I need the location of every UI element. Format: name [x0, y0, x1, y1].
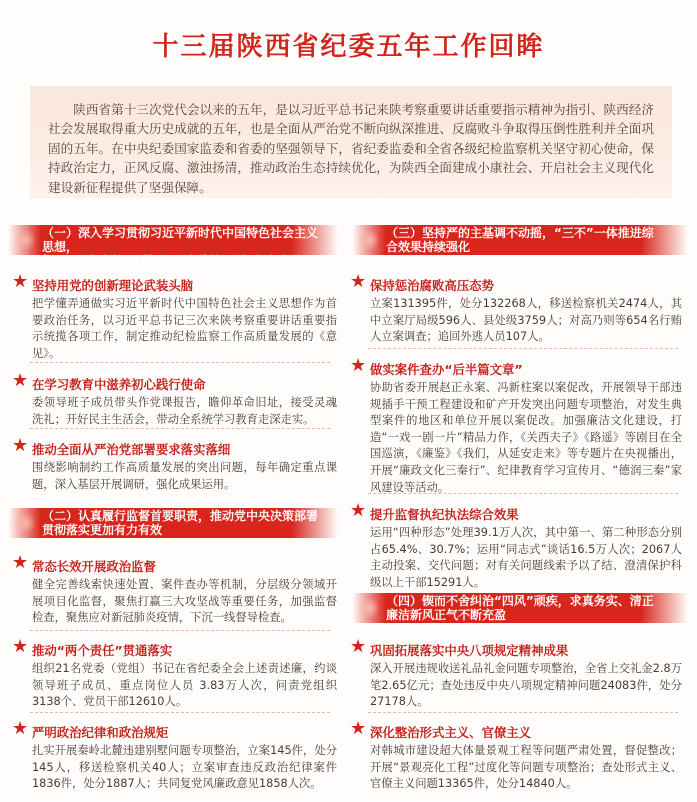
star-icon: ★ — [350, 500, 367, 521]
section-band-2 — [8, 508, 338, 538]
item-body: 协助省委开展赵正永案、冯新柱案以案促改，开展领导干部违规插手干预工程建设和矿产开发突出问题专项整治，对发生典型案件的地区和单位开展以案促改。加强廉洁文化建设，打造“一戏一剧一片”精品力作，《关西夫子》《路遥》等剧目在全国巡演，《廉鉴》《我们，从延安走来》等专题片在央视播出，开展“廉政文化三秦行”、纪律教育学习宣传月、“德润三秦”家风建设等活动。 — [370, 381, 682, 494]
star-icon: ★ — [12, 636, 29, 657]
section-band-3 — [352, 225, 688, 255]
section-band-2-line1: （二）认真履行监督首要职责，推动党中央决策部署 — [42, 509, 319, 523]
section-band-1 — [8, 225, 338, 268]
item-body: 立案131395件，处分132268人，移送检察机关2474人，其中立案厅局级596人、县处级3759人；对高乃则等654名行贿人立案调查；追回外逃人员107人。 — [370, 297, 682, 344]
section-band-3-line1: （三）坚持严的主基调不动摇，“三不”一体推进综 — [386, 226, 654, 240]
divider — [30, 428, 330, 429]
section-band-4 — [352, 593, 688, 623]
page-title: 十三届陕西省纪委五年工作回眸 — [152, 32, 545, 62]
divider — [368, 348, 678, 349]
item-body: 健全完善线索快速处置、案件查办等机制，分层级分领域开展项目化监督，聚焦打赢三大攻坚战等重要任务，加强监督检查，聚焦应对新冠肺炎疫情，下沉一线督导检查。 — [32, 578, 337, 625]
section-band-4-line1: （四）锲而不舍纠治“四风”顽疾，求真务实、清正 — [386, 594, 654, 608]
item-title: 推动全面从严治党部署要求落实落细 — [32, 442, 231, 457]
divider — [30, 362, 330, 363]
item-title: 严明政治纪律和政治规矩 — [32, 725, 169, 740]
item-title: 推动“两个责任”贯通落实 — [32, 643, 173, 658]
divider — [30, 712, 330, 713]
intro-paragraph: 陕西省第十三次党代会以来的五年，是以习近平总书记来陕考察重要讲话重要指示精神为指引、陕西经济社会发展取得重大历史成就的五年，也是全面从严治党不断向纵深推进、反腐败斗争取得压倒性胜利并全面巩固的五年。在中央纪委国家监委和省委的坚强领导下，省纪委监委和全省各级纪检监察机关坚守初心使命，保持政治定力，正风反腐、激浊扬清，推动政治生态持续优化，为陕西全面建成小康社会、开启社会主义现代化建设新征程提供了坚强保障。 — [30, 86, 672, 198]
item-title: 做实案件查办“后半篇文章” — [370, 362, 523, 377]
item-body: 委领导班子成员带头作党课报告，瞻仰革命旧址，接受灵魂洗礼；开好民主生活会，带动全系统学习教育走深走实。 — [32, 396, 337, 426]
item-title: 常态长效开展政治监督 — [32, 559, 156, 574]
star-icon: ★ — [12, 435, 29, 456]
item-body: 深入开展违规收送礼品礼金问题专项整治，全省上交礼金2.8万笔2.65亿元；查处违反中央八项规定精神问题24083件，处分27178人。 — [370, 662, 682, 709]
item-title: 在学习教育中滋养初心践行使命 — [32, 377, 206, 392]
star-icon: ★ — [12, 370, 29, 391]
section-band-4-line2: 廉洁新风正气不断充盈 — [386, 608, 507, 622]
star-icon: ★ — [350, 355, 367, 376]
item-title: 保持惩治腐败高压态势 — [370, 278, 494, 293]
section-band-1-line2: 捍卫“两个确立”，做到“两个维护”更加坚定自觉 — [42, 254, 302, 268]
star-icon: ★ — [12, 718, 29, 739]
section-band-3-line2: 合效果持续强化 — [386, 240, 471, 254]
item-title: 提升监督执纪执法综合效果 — [370, 507, 519, 522]
divider — [368, 493, 678, 494]
item-body: 对韩城市建设超大体量景观工程等问题严肃处置，督促整改；开展“景观亮化工程”过度化等问题专项整治；查处形式主义、官僚主义问题13365件，处分14840人。 — [370, 744, 682, 791]
divider — [368, 712, 678, 713]
item-body: 把学懂弄通做实习近平新时代中国特色社会主义思想作为首要政治任务，以习近平总书记三次来陕考察重要讲话重要指示统揽各项工作，制定推动纪检监察工作高质量发展的《意见》。 — [32, 297, 337, 360]
item-body: 组织21名党委（党组）书记在省纪委全会上述责述廉，约谈领导班子成员、重点岗位人员 3.83万人次，问责党组织3138个、党员干部12610人。 — [32, 662, 337, 709]
item-body: 扎实开展秦岭北麓违建别墅问题专项整治，立案145件，处分145人，移送检察机关40人；立案审查违反政治纪律案件1836件，处分1887人；共同复党风廉政意见1858人次。 — [32, 744, 337, 791]
star-icon: ★ — [12, 271, 29, 292]
divider — [30, 630, 330, 631]
item-title: 坚持用党的创新理论武装头脑 — [32, 278, 194, 293]
item-body: 围绕影响制约工作高质量发展的突出问题，每年确定重点课题，深入基层开展调研，强化成果运用。 — [32, 461, 337, 491]
star-icon: ★ — [350, 271, 367, 292]
item-title: 深化整治形式主义、官僚主义 — [370, 725, 532, 740]
star-icon: ★ — [12, 552, 29, 573]
item-body: 运用“四种形态”处理39.1万人次，其中第一、第二种形态分别占65.4%、30.7%；运用“同志式”谈话16.5万人次；2067人主动投案、交代问题；对有关问题线索予以了结、澄清保护科级以上干部15291人。 — [370, 526, 682, 589]
section-band-2-line2: 贯彻落实更加有力有效 — [42, 523, 163, 537]
item-title: 巩固拓展落实中央八项规定精神成果 — [370, 643, 569, 658]
star-icon: ★ — [350, 718, 367, 739]
section-band-1-line1: （一）深入学习贯彻习近平新时代中国特色社会主义思想， — [42, 226, 319, 254]
star-icon: ★ — [350, 636, 367, 657]
